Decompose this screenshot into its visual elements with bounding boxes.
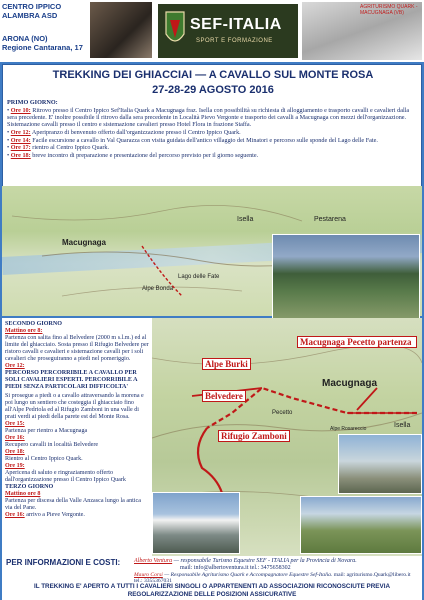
day2-text-16: Recupero cavalli in località Belvedere — [5, 442, 99, 448]
day1-heading: PRIMO GIORNO: — [7, 99, 58, 106]
map-label-lago-fate: Lago delle Fate — [178, 274, 220, 280]
day1-item: • Ore 14: Facile escursione a cavallo in Val Quarazza con visita guidata dell'antico villaggio dei Minatori e percorso sulle sponde del Lago delle Fate. — [7, 136, 378, 144]
day1-item: • Ore 12: Aperipranzo di benvenuto offerto dall'organizzazione presso il Centro Ippico Quark. — [7, 128, 241, 136]
day2-noon-time: Ore 12: — [5, 363, 25, 369]
map-label-alpe-rosareccio: Alpe Rosareccio — [330, 426, 367, 432]
day1-item: • Ore 17: rientro al Centro Ippico Quark. — [7, 144, 110, 152]
page-title: TREKKING DEI GHIACCIAI — A CAVALLO SUL MONTE ROSA — [52, 69, 374, 81]
contact-corsi: Mauro Corsi — Responsabile Agriturismo Quark e Accompagnatore Equestre Sef-Italia. mail: agriturismo.Quark@libero.it tel.: 3355367031 — [134, 572, 411, 584]
day2-morning-time: Mattino ore 8: — [5, 328, 43, 334]
day3-morning-time: Mattino ore 8 — [5, 491, 41, 497]
agriturismo-label: AGRITURISMO QUARK - MACUGNAGA (VB) — [360, 4, 418, 16]
day2-text-18: Rientro al Centro Ippico Quark. — [5, 456, 83, 462]
map-label-pestarena: Pestarena — [314, 216, 346, 223]
meadow-photo — [300, 496, 422, 554]
horse-photo — [90, 2, 152, 58]
day1-item: • Ore 18: breve incontro di preparazione e presentazione del percorso previsto per il giorno seguente. — [7, 151, 259, 159]
day2-text-15: Partenza per rientro a Macugnaga — [5, 428, 88, 434]
map-label-alpe-bonda: Alpe Bonda — [142, 286, 174, 292]
day2-time-18: Ore 18: — [5, 449, 25, 455]
contact-name[interactable]: Alberto Ventura — [134, 558, 173, 564]
event-dates: 27-28-29 AGOSTO 2016 — [152, 84, 274, 96]
shield-emblem-icon — [164, 10, 186, 50]
day2-heading: SECONDO GIORNO — [5, 321, 63, 327]
day2-noon-warning: PERCORSO PERCORRIBILE A CAVALLO PER SOLI CAVALIERI ESPERTI. PERCORRIBILE A PIEDI SENZA PARTICOLARI DIFFICOLTA' — [5, 370, 138, 390]
club-address: Regione Cantarana, 17 — [2, 43, 83, 52]
day2-text-19: Apericena di saluto e ringraziamento offerto dall'organizzazione presso il Centro Ippico Quark — [5, 470, 126, 483]
label-belvedere: Belvedere — [202, 390, 246, 402]
contact-name[interactable]: Mauro Corsi — [134, 572, 163, 578]
label-alpe-burki: Alpe Burki — [202, 358, 251, 370]
logo-title: SEF-ITALIA — [190, 16, 282, 33]
day2-noon-text: Si prosegue a piedi o a cavallo attraversando la morena e poi lungo un sentiero che costeggia il ghiacciaio fino all'Alpe Pedriola ed al Rifugio Zamboni in una valle di prati verdi ai piedi della parete est del Monte Rosa. — [5, 393, 144, 420]
eligibility-notice: IL TREKKING E' APERTO A TUTTI I CAVALIERI SINGOLI O APPARTENENTI AD ASSOCIAZIONI RICONOSCIUTE PREVIA REGOLARIZZAZIONE DELLE POSIZIONI ASSICURATIVE — [33, 583, 390, 598]
day3-end: Ore 16: arrivo a Pieve Vergonte. — [5, 512, 85, 518]
logo-subtitle: SPORT E FORMAZIONE — [196, 38, 273, 44]
info-heading: PER INFORMAZIONI E COSTI: — [6, 558, 121, 567]
day3-text: Partenza per discesa della Valle Anzasca lungo la antica via del Pane. — [5, 498, 141, 511]
glacier-photo — [152, 492, 240, 554]
map-label-pecetto: Pecetto — [272, 410, 293, 416]
label-rifugio-zamboni: Rifugio Zamboni — [218, 430, 290, 442]
map-label-isella: Isella — [237, 216, 254, 223]
contact-ventura: Alberto Ventura — responsabile Turismo Equestre SEF - ITALIA per la Provincia di Novara. mail: info@albertoventura.it tel.: 3475658302 — [134, 558, 420, 572]
day1-program — [7, 99, 419, 160]
map-label-macugnaga: Macugnaga — [322, 378, 378, 389]
club-city: ARONA (NO) — [2, 34, 48, 43]
hut-photo — [338, 434, 422, 494]
map-label-macugnaga: Macugnaga — [62, 238, 107, 247]
day1-item: • Ore 10: Ritrovo presso il Centro Ippico Sef'Italia Quark a Macugnaga fraz. Isella con possibilità su richiesta di alloggiamento e trasporto cavalli e cavalieri dalla sera precedente. E' inoltre possibile il ritrovo dalla sera precedente in Località Pievo Vergonte e trasporto dei cavalli a Macugnaga con mezzi dell'organizzazione. Sistemazione cavalli presso il centro e sistemazione cavalieri presso Hotel Flora in frazione Staffa. — [7, 106, 410, 129]
day2-time-19: Ore 19: — [5, 463, 25, 469]
map-label-isella: Isella — [394, 422, 411, 429]
day2-time-15: Ore 15: — [5, 421, 25, 427]
club-name-line1: CENTRO IPPICO — [2, 2, 62, 11]
contact-details: mail: info@albertoventura.it tel.: 3475658302 — [180, 565, 291, 571]
day2-time-16: Ore 16: — [5, 435, 25, 441]
footer-contacts — [2, 556, 422, 600]
day3-heading: TERZO GIORNO — [5, 484, 54, 490]
sef-italia-logo — [158, 4, 298, 58]
club-info — [2, 2, 102, 60]
header — [0, 0, 424, 62]
label-macugnaga-pecetto: Macugnaga Pecetto partenza — [297, 336, 417, 348]
day2-program — [2, 318, 152, 580]
day2-morning-text: Partenza con salita fino al Belvedere (2000 m s.l.m.) ed al limite del ghiacciaio. Sosta presso il Rifugio Belvedere per ristoro cavalli e cavalieri e sistemazione cavalli per i soli cavalieri che proseguiranno a piedi nel pomeriggio. — [5, 335, 149, 362]
club-name-line2: ALAMBRA ASD — [2, 11, 58, 20]
lake-horses-photo — [272, 234, 420, 322]
